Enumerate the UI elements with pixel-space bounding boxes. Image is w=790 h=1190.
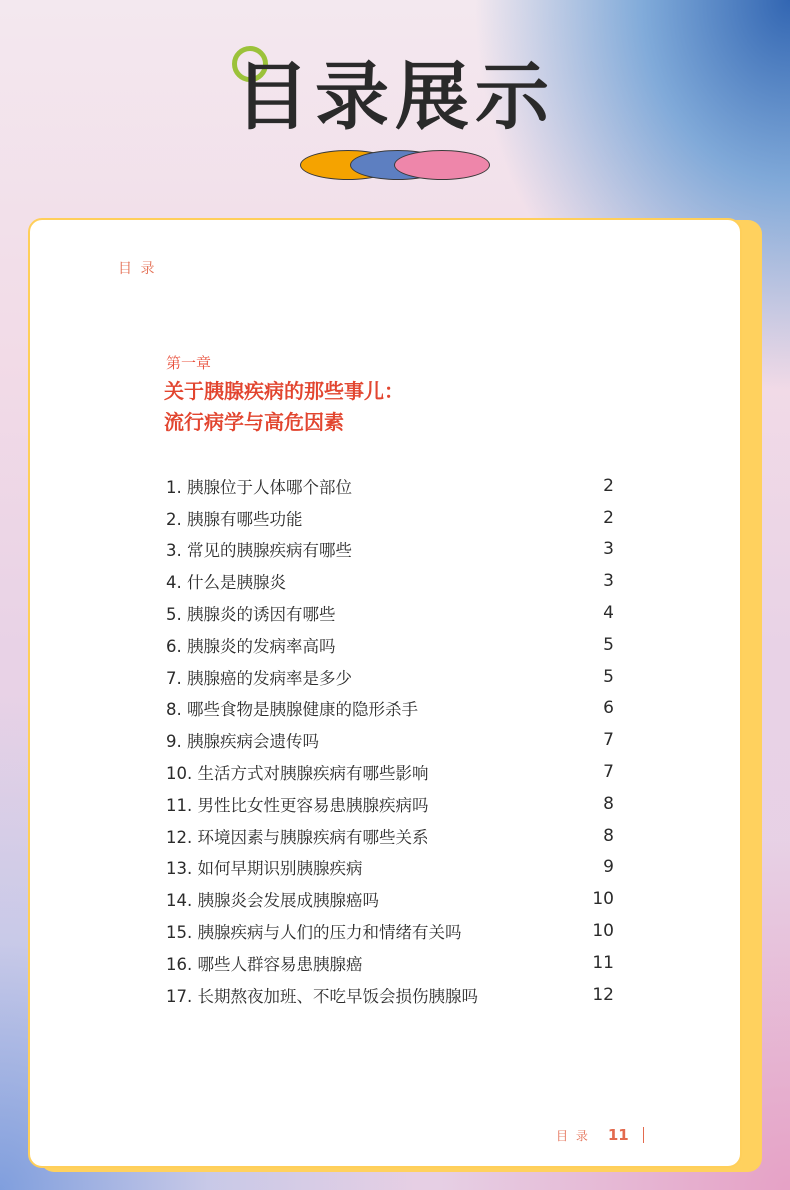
chapter-title-line-2: 流行病学与高危因素 — [164, 410, 344, 434]
toc-item-text: 14. 胰腺炎会发展成胰腺癌吗 — [166, 891, 379, 911]
footer-divider — [643, 1127, 645, 1143]
toc-item[interactable] — [166, 788, 614, 820]
toc-item[interactable] — [166, 756, 614, 788]
toc-item[interactable] — [166, 597, 614, 629]
toc-item-text: 13. 如何早期识别胰腺疾病 — [166, 859, 363, 879]
toc-item-page: 4 — [603, 603, 614, 624]
toc-item-page: 6 — [603, 698, 614, 719]
toc-item-page: 3 — [603, 539, 614, 560]
toc-item-text: 12. 环境因素与胰腺疾病有哪些关系 — [166, 827, 429, 847]
toc-item-page: 12 — [592, 984, 614, 1005]
pink-oval-icon — [394, 150, 490, 180]
toc-item[interactable] — [166, 947, 614, 979]
toc-item[interactable] — [166, 852, 614, 884]
toc-item-page: 7 — [603, 762, 614, 783]
page-footer — [556, 1126, 644, 1144]
toc-item-page: 10 — [592, 921, 614, 942]
decorative-ovals — [298, 150, 498, 184]
toc-item-text: 8. 哪些食物是胰腺健康的隐形杀手 — [166, 700, 418, 720]
toc-item-page: 8 — [603, 825, 614, 846]
toc-item-page: 5 — [603, 666, 614, 687]
running-head: 目 录 — [118, 261, 157, 277]
page-title: 目录展示 — [235, 54, 555, 140]
toc-item-page: 5 — [603, 634, 614, 655]
toc-item-page: 8 — [603, 793, 614, 814]
toc-item-text: 1. 胰腺位于人体哪个部位 — [166, 477, 352, 497]
toc-card — [28, 218, 742, 1168]
toc-item[interactable] — [166, 883, 614, 915]
toc-item[interactable] — [166, 915, 614, 947]
toc-item-text: 6. 胰腺炎的发病率高吗 — [166, 636, 336, 656]
toc-item-page: 2 — [603, 507, 614, 528]
toc-item[interactable] — [166, 693, 614, 725]
toc-item-text: 17. 长期熬夜加班、不吃早饭会损伤胰腺吗 — [166, 986, 478, 1006]
footer-page-number: 11 — [607, 1126, 629, 1144]
chapter-title — [164, 376, 604, 438]
footer-label: 目 录 — [556, 1128, 590, 1143]
toc-item[interactable] — [166, 820, 614, 852]
toc-item-page: 2 — [603, 475, 614, 496]
toc-item-text: 11. 男性比女性更容易患胰腺疾病吗 — [166, 795, 429, 815]
toc-item[interactable] — [166, 565, 614, 597]
toc-item[interactable] — [166, 724, 614, 756]
toc-item-text: 7. 胰腺癌的发病率是多少 — [166, 668, 352, 688]
toc-item-text: 15. 胰腺疾病与人们的压力和情绪有关吗 — [166, 923, 462, 943]
toc-item-page: 7 — [603, 730, 614, 751]
toc-item-text: 5. 胰腺炎的诱因有哪些 — [166, 605, 336, 625]
toc-item-text: 3. 常见的胰腺疾病有哪些 — [166, 541, 352, 561]
toc-item[interactable] — [166, 502, 614, 534]
toc-item[interactable] — [166, 470, 614, 502]
toc-item-text: 2. 胰腺有哪些功能 — [166, 509, 303, 529]
chapter-title-line-1: 关于胰腺疾病的那些事儿： — [164, 379, 404, 403]
toc-item-text: 4. 什么是胰腺炎 — [166, 573, 286, 593]
toc-item-page: 9 — [603, 857, 614, 878]
toc-item-text: 16. 哪些人群容易患胰腺癌 — [166, 954, 363, 974]
toc-item-page: 11 — [592, 952, 614, 973]
toc-item-text: 10. 生活方式对胰腺疾病有哪些影响 — [166, 764, 429, 784]
toc-item-page: 3 — [603, 571, 614, 592]
toc-list — [166, 470, 614, 1011]
toc-item[interactable] — [166, 534, 614, 566]
toc-item[interactable] — [166, 629, 614, 661]
toc-item[interactable] — [166, 661, 614, 693]
toc-item-page: 10 — [592, 889, 614, 910]
chapter-label: 第一章 — [166, 354, 212, 372]
toc-item-text: 9. 胰腺疾病会遗传吗 — [166, 732, 319, 752]
toc-item[interactable] — [166, 979, 614, 1011]
